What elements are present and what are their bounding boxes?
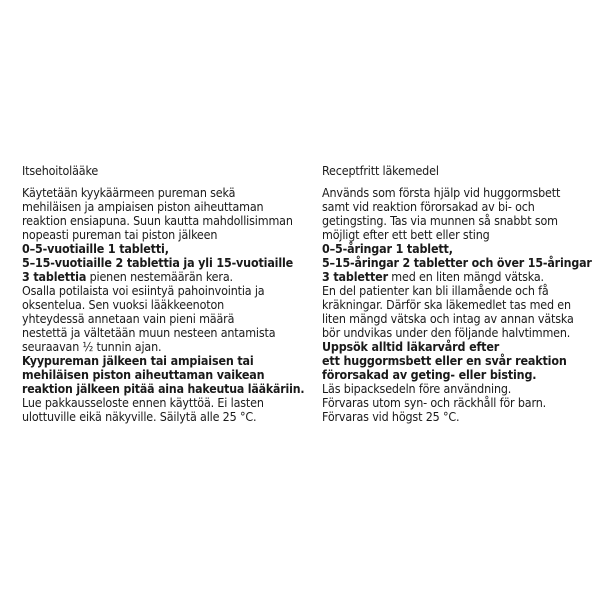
dosage-line: 5–15-åringar 2 tabletter och över 15-åringar bbox=[322, 256, 592, 270]
intro-line: reaktion ensiapuna. Suun kautta mahdollisimman bbox=[22, 213, 293, 228]
side-effects-line: liten mängd vätska och intag av annan vätska bbox=[322, 311, 574, 326]
intro-line: möjligt efter ett bett eller sting bbox=[322, 227, 490, 242]
warning-line: ett huggormsbett eller en svår reaktion bbox=[322, 353, 567, 368]
warning-line: mehiläisen piston aiheuttaman vaikean bbox=[22, 367, 265, 382]
dosage-line: 0–5-åringar 1 tablett, bbox=[322, 241, 453, 256]
side-effects-line: Osalla potilaista voi esiintyä pahoinvointia ja bbox=[22, 283, 265, 298]
dosage-line bbox=[22, 270, 304, 284]
side-effects-line: kräkningar. Därför ska läkemedlet tas med en bbox=[322, 297, 571, 312]
warning-line: Uppsök alltid läkarvård efter bbox=[322, 339, 500, 354]
column-heading: Receptfritt läkemedel bbox=[322, 163, 439, 178]
intro-line: samt vid reaktion förorsakad av bi- och bbox=[322, 199, 535, 214]
intro-line: mehiläisen ja ampiaisen piston aiheuttaman bbox=[22, 199, 264, 214]
dosage-rest: med en liten mängd vätska. bbox=[387, 269, 544, 284]
side-effects-line: bör undvikas under den följande halvtimmen. bbox=[322, 325, 571, 340]
storage-line: Lue pakkausseloste ennen käyttöä. Ei lasten bbox=[22, 395, 264, 410]
intro-line: Används som första hjälp vid huggormsbett bbox=[322, 185, 561, 200]
warning-line: förorsakad av geting- eller bisting. bbox=[322, 367, 537, 382]
finnish-column bbox=[22, 164, 304, 424]
side-effects-line: yhteydessä annetaan vain pieni määrä bbox=[22, 311, 235, 326]
storage-line: ulottuville eikä näkyville. Säilytä alle 25 °C. bbox=[22, 409, 257, 424]
dosage-bold: 3 tabletter bbox=[322, 269, 388, 284]
warning-line: Kyypureman jälkeen tai ampiaisen tai bbox=[22, 353, 254, 368]
swedish-column bbox=[322, 164, 592, 424]
dosage-line: 0–5-vuotiaille 1 tabletti, bbox=[22, 241, 169, 256]
storage-line: Förvaras utom syn- och räckhåll för barn. bbox=[322, 395, 547, 410]
storage-line: Förvaras vid högst 25 °C. bbox=[322, 409, 460, 424]
warning-line: reaktion jälkeen pitää aina hakeutua lääkäriin. bbox=[22, 382, 305, 396]
side-effects-line: nestettä ja vältetään muun nesteen antamista bbox=[22, 325, 276, 340]
intro-line: getingsting. Tas via munnen så snabbt som bbox=[322, 213, 558, 228]
side-effects-line: seuraavan ½ tunnin ajan. bbox=[22, 339, 162, 354]
dosage-line bbox=[322, 270, 592, 284]
column-heading: Itsehoitolääke bbox=[22, 163, 99, 178]
side-effects-line: oksentelua. Sen vuoksi lääkkeenoton bbox=[22, 297, 225, 312]
dosage-rest: pienen nestemäärän kera. bbox=[86, 269, 233, 284]
dosage-bold: 3 tablettia bbox=[22, 269, 87, 284]
intro-line: nopeasti pureman tai piston jälkeen bbox=[22, 227, 218, 242]
intro-line: Käytetään kyykäärmeen pureman sekä bbox=[22, 185, 236, 200]
dosage-line: 5–15-vuotiaille 2 tablettia ja yli 15-vuotiaille bbox=[22, 255, 294, 270]
storage-line: Läs bipacksedeln före användning. bbox=[322, 381, 512, 396]
side-effects-line: En del patienter kan bli illamående och få bbox=[322, 283, 549, 298]
